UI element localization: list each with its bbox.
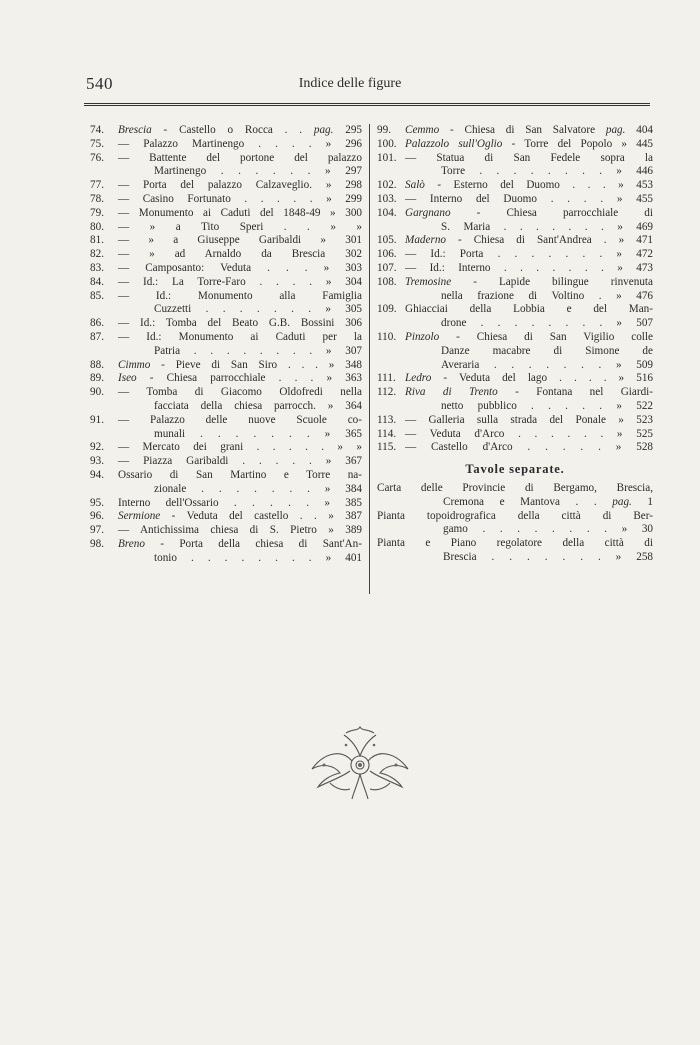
entry-number: 79. <box>90 206 104 219</box>
entry-line <box>405 221 653 235</box>
index-entry <box>377 207 653 235</box>
index-entry <box>90 497 362 511</box>
column-divider <box>369 124 370 594</box>
entry-text: tonio . . . . . . . . » <box>154 551 332 564</box>
entry-text: Cuzzetti . . . . . . . » <box>154 303 331 316</box>
entry-line <box>377 482 653 496</box>
entry-text: facciata della chiesa parrocch. » <box>154 399 334 412</box>
index-entry <box>90 207 362 221</box>
entry-text: — Porta del palazzo Calzaveglio. » <box>118 179 332 192</box>
entry-line <box>405 234 653 248</box>
entry-line <box>405 317 653 331</box>
entry-pag: pag. <box>313 124 334 136</box>
entry-text: — Palazzo Martinengo . . . . » <box>118 137 332 150</box>
entry-place: Iseo <box>118 372 137 385</box>
entry-line <box>405 207 653 221</box>
entry-line <box>118 124 362 138</box>
entry-text: S. Maria . . . . . . . » <box>441 220 623 233</box>
entry-text: — Id.: Monumento ai Caduti per la <box>118 330 362 343</box>
entry-number: 77. <box>90 179 104 192</box>
entry-text: — » a Giuseppe Garibaldi » <box>118 234 326 247</box>
entry-text: Pianta topoidrografica della città di Ber- <box>377 509 653 522</box>
index-entry <box>377 138 653 152</box>
entry-text: Ossario di San Martino e Torre na- <box>118 468 362 481</box>
entry-number: 110. <box>377 330 397 343</box>
entry-page: 471 <box>636 234 653 247</box>
entry-number: 91. <box>90 413 104 426</box>
entry-place: Palazzolo sull'Oglio <box>405 137 503 150</box>
entry-text: - Chiesa di San Salvatore <box>439 124 606 136</box>
entry-number: 92. <box>90 441 104 454</box>
index-entry <box>377 372 653 386</box>
entry-text: - Lapide bilingue rinvenuta <box>451 275 653 288</box>
entry-page: 258 <box>636 550 654 563</box>
index-entry <box>90 262 362 276</box>
entry-place: Sermione <box>118 510 161 523</box>
index-entry <box>90 455 362 469</box>
entry-page: 303 <box>345 261 363 274</box>
entry-text: Brescia . . . . . . . » <box>443 550 622 563</box>
entry-text: — Galleria sulla strada del Ponale » <box>405 413 624 426</box>
entry-text: Ghiacciai della Lobbia e del Man- <box>405 303 653 316</box>
entry-line <box>118 303 362 317</box>
entry-text: — Id.: Interno . . . . . . . » <box>405 261 623 274</box>
entry-number: 87. <box>90 330 104 343</box>
entry-text: Patria . . . . . . . . » <box>154 344 332 357</box>
entry-text: — Palazzo delle nuove Scuole co- <box>118 413 362 426</box>
entry-line <box>405 193 653 207</box>
page-title: Indice delle figure <box>298 76 402 91</box>
entry-text: — Id.: Monumento alla Famiglia <box>118 289 362 302</box>
index-entry <box>90 234 362 248</box>
index-entry <box>377 331 653 372</box>
index-entry <box>90 179 362 193</box>
entry-line <box>377 496 653 510</box>
entry-line <box>377 537 653 551</box>
entry-number: 108. <box>377 275 397 288</box>
entry-line <box>118 138 362 152</box>
entry-page: 525 <box>636 427 653 440</box>
entry-number: 78. <box>90 192 104 205</box>
entry-place: Tremosine <box>405 275 452 288</box>
entry-number: 81. <box>90 234 104 247</box>
entry-text: Martinengo . . . . . . » <box>154 165 331 178</box>
entry-page: 469 <box>636 220 654 233</box>
entry-page: 297 <box>345 165 363 178</box>
entry-number: 114. <box>377 427 397 440</box>
entry-page: 509 <box>636 358 653 371</box>
entry-page: 30 <box>641 523 654 536</box>
entry-line <box>405 138 653 152</box>
entry-line <box>118 400 362 414</box>
entry-number: 90. <box>90 386 104 399</box>
entry-place: Riva di Trento <box>405 386 498 399</box>
entry-line <box>405 359 653 373</box>
entry-page: 476 <box>636 289 653 302</box>
entry-page: » <box>356 220 362 233</box>
entry-page: 298 <box>345 179 362 192</box>
entry-line <box>118 179 362 193</box>
entry-page: 306 <box>345 317 363 330</box>
entry-page: 516 <box>636 372 653 385</box>
entry-text: Averaria . . . . . . . » <box>441 358 622 371</box>
index-entry <box>377 414 653 428</box>
entry-text: gamo . . . . . . . . » <box>443 523 628 536</box>
entry-line <box>118 359 362 373</box>
entry-text: — Mercato dei grani . . . . . » <box>118 441 344 454</box>
entry-number: 115. <box>377 441 397 454</box>
entry-text: Interno dell'Ossario . . . . . » <box>118 496 330 509</box>
entry-line <box>118 248 362 262</box>
page-number: 540 <box>86 74 113 93</box>
entry-page: 473 <box>636 261 654 274</box>
entry-text: - Chiesa parrocchiale . . . » <box>136 372 333 385</box>
entry-number: 89. <box>90 372 104 385</box>
entry-number: 103. <box>377 192 397 205</box>
entry-number: 84. <box>90 275 104 288</box>
entry-text: Torre . . . . . . . . » <box>441 165 622 178</box>
entry-number: 80. <box>90 220 104 233</box>
entry-page: 445 <box>636 137 653 150</box>
index-entry <box>90 538 362 566</box>
index-entry <box>90 221 362 235</box>
entry-page: 385 <box>345 496 362 509</box>
entry-number: 96. <box>90 510 104 523</box>
entry-page: 404 <box>636 124 654 136</box>
index-entry <box>90 524 362 538</box>
index-entry <box>377 386 653 414</box>
entry-line <box>118 345 362 359</box>
entry-number: 106. <box>377 248 397 261</box>
entry-page: 455 <box>636 192 653 205</box>
entry-page: 367 <box>345 455 362 468</box>
entry-line <box>118 331 362 345</box>
entry-number: 88. <box>90 358 104 371</box>
entry-number: 93. <box>90 455 104 468</box>
entry-text: — » ad Arnaldo da Brescia <box>118 248 326 261</box>
entry-text: — Id.: Tomba del Beato G.B. Bossini <box>118 317 335 330</box>
entry-line <box>405 276 653 290</box>
entry-line <box>405 124 653 138</box>
entry-text: drone . . . . . . . . » <box>441 317 623 330</box>
entry-page: 301 <box>345 234 363 247</box>
entry-page: 1 <box>647 495 654 508</box>
entry-place: Cimmo <box>118 358 151 371</box>
entry-number: 109. <box>377 303 397 316</box>
entry-number: 76. <box>90 151 104 164</box>
entry-text: — Tomba di Giacomo Oldofredi nella <box>118 386 362 399</box>
index-entry <box>377 193 653 207</box>
entry-text: - Chiesa di San Vigilio colle <box>439 330 653 343</box>
entry-page: 384 <box>345 482 362 495</box>
entry-page: 401 <box>345 551 363 564</box>
entry-line <box>118 372 362 386</box>
entry-page: 528 <box>636 441 654 454</box>
entry-page: 299 <box>345 192 362 205</box>
entry-line <box>405 179 653 193</box>
entry-text: Cremona e Mantova . . <box>443 495 613 508</box>
entry-line <box>118 524 362 538</box>
entry-text: — Id.: La Torre-Faro . . . . » <box>118 275 332 288</box>
entry-line <box>405 262 653 276</box>
entry-line <box>118 207 362 221</box>
entry-line <box>405 331 653 345</box>
index-entry <box>377 303 653 331</box>
entry-number: 107. <box>377 261 397 274</box>
index-entry <box>377 441 653 455</box>
entry-text: — Monumento ai Caduti del 1848-49 » <box>118 206 336 219</box>
plate-entry <box>377 537 653 565</box>
entry-page: 302 <box>345 248 362 261</box>
entry-number: 75. <box>90 137 104 150</box>
entry-line <box>405 386 653 400</box>
index-entry <box>90 152 362 180</box>
entry-number: 86. <box>90 317 104 330</box>
index-entry <box>377 276 653 304</box>
entry-place: Cemmo <box>405 124 440 136</box>
entry-line <box>118 538 362 552</box>
entry-number: 111. <box>377 372 396 385</box>
entry-line <box>118 290 362 304</box>
entry-page: 453 <box>636 179 653 192</box>
entry-line <box>118 193 362 207</box>
entry-line <box>118 469 362 483</box>
entry-number: 82. <box>90 248 104 261</box>
index-entry <box>90 510 362 524</box>
entry-number: 74. <box>90 124 104 136</box>
entry-text: — Castello d'Arco . . . . . » <box>405 441 622 454</box>
entry-page: 305 <box>345 303 363 316</box>
index-entry <box>90 372 362 386</box>
entry-text: Carta delle Provincie di Bergamo, Brescia, <box>377 481 653 494</box>
entry-place: Ledro <box>405 372 432 385</box>
index-entry <box>377 248 653 262</box>
entry-line <box>405 414 653 428</box>
entry-line <box>118 276 362 290</box>
entry-text: - Torre del Popolo » <box>502 137 627 150</box>
entry-text: — Interno del Duomo . . . . » <box>405 192 623 205</box>
entry-text: - Esterno del Duomo . . . » <box>424 179 624 192</box>
entry-text: — Piazza Garibaldi . . . . . » <box>118 455 332 468</box>
index-entry <box>90 276 362 290</box>
entry-line <box>377 510 653 524</box>
entry-place: Pinzolo <box>405 330 440 343</box>
entry-line <box>405 428 653 442</box>
entry-pag: pag. <box>605 124 626 136</box>
index-entry <box>90 124 362 138</box>
entry-number: 101. <box>377 151 397 164</box>
index-entry <box>90 359 362 373</box>
entry-text: — Battente del portone del palazzo <box>118 151 362 164</box>
entry-line <box>405 248 653 262</box>
entry-number: 95. <box>90 496 104 509</box>
entry-line <box>405 303 653 317</box>
entry-text: — Statua di San Fedele sopra la <box>405 151 653 164</box>
entry-line <box>118 483 362 497</box>
index-entry <box>377 152 653 180</box>
entry-line <box>405 400 653 414</box>
entry-place: Gargnano <box>405 206 451 219</box>
entry-page: 507 <box>636 317 653 330</box>
entry-text: — Id.: Porta . . . . . . . » <box>405 248 623 261</box>
entry-page: 387 <box>345 510 362 523</box>
entry-line <box>118 317 362 331</box>
entry-number: 112. <box>377 386 397 399</box>
index-entry <box>90 193 362 207</box>
entry-page: 522 <box>636 399 653 412</box>
entry-number: 94. <box>90 468 104 481</box>
header-rule <box>84 103 650 106</box>
entry-line <box>118 165 362 179</box>
entry-page: 365 <box>345 427 362 440</box>
entry-line <box>118 221 362 235</box>
entry-line <box>118 152 362 166</box>
entry-line <box>118 386 362 400</box>
entry-pag: pag. <box>612 495 632 508</box>
entry-page: 300 <box>345 206 362 219</box>
entry-page: 307 <box>345 344 362 357</box>
entry-text: - Chiesa parrocchiale di <box>450 206 653 219</box>
entry-number: 100. <box>377 137 397 150</box>
entry-text: - Castello o Rocca . . <box>151 124 314 136</box>
entry-line <box>118 262 362 276</box>
index-entry <box>377 262 653 276</box>
entry-place: Brescia <box>118 124 152 136</box>
entry-number: 83. <box>90 261 104 274</box>
index-entry <box>90 469 362 497</box>
entry-page: 523 <box>636 413 654 426</box>
entry-page: » <box>356 441 362 454</box>
index-entry <box>377 124 653 138</box>
entry-line <box>405 290 653 304</box>
entry-text: zionale . . . . . . . » <box>154 482 331 495</box>
entry-line <box>405 441 653 455</box>
entry-page: 389 <box>345 524 362 537</box>
index-entry <box>90 248 362 262</box>
entry-line <box>118 455 362 469</box>
entry-line <box>118 234 362 248</box>
index-entry <box>90 138 362 152</box>
entry-line <box>405 345 653 359</box>
entry-number: 105. <box>377 234 397 247</box>
index-entry <box>90 386 362 414</box>
entry-text: — » a Tito Speri . . » <box>118 220 336 233</box>
entry-line <box>405 372 653 386</box>
entry-page: 364 <box>345 399 363 412</box>
entry-page: 304 <box>345 275 362 288</box>
ornament-vignette <box>300 725 420 805</box>
plate-entry <box>377 482 653 510</box>
entry-page: 295 <box>345 124 363 136</box>
entry-line <box>118 414 362 428</box>
index-entry <box>377 179 653 193</box>
index-entry <box>90 331 362 359</box>
entry-text: — Veduta d'Arco . . . . . . » <box>405 427 623 440</box>
entry-line <box>118 552 362 566</box>
entry-text: Pianta e Piano regolatore della città di <box>377 537 653 550</box>
entry-line <box>118 441 362 455</box>
entry-page: 348 <box>345 358 363 371</box>
entry-number: 97. <box>90 524 104 537</box>
entry-page: 472 <box>636 248 653 261</box>
entry-text: - Fontana nel Giardi- <box>497 386 653 399</box>
index-entry <box>90 441 362 455</box>
entry-place: Salò <box>405 179 425 192</box>
entry-place: Breno <box>118 537 145 550</box>
entry-line <box>377 523 653 537</box>
entry-page: 446 <box>636 165 654 178</box>
entry-line <box>118 428 362 442</box>
plate-entry <box>377 510 653 538</box>
entry-text: Danze macabre di Simone de <box>441 344 653 357</box>
entry-number: 113. <box>377 413 397 426</box>
entry-line <box>405 165 653 179</box>
entry-number: 98. <box>90 537 104 550</box>
entry-text: nella frazione di Voltino . » <box>441 289 622 302</box>
entry-page: 363 <box>345 372 363 385</box>
entry-number: 85. <box>90 289 104 302</box>
entry-number: 102. <box>377 179 397 192</box>
entry-text: - Veduta del lago . . . . » <box>431 372 625 385</box>
entry-text: munali . . . . . . . » <box>154 427 331 440</box>
index-entry <box>377 234 653 248</box>
entry-place: Maderno <box>405 234 447 247</box>
entry-text: — Casino Fortunato . . . . . » <box>118 192 332 205</box>
entry-number: 104. <box>377 206 397 219</box>
index-entry <box>90 317 362 331</box>
entry-text: - Chiesa di Sant'Andrea . » <box>446 234 625 247</box>
index-right-column <box>377 124 653 565</box>
index-left-column <box>90 124 362 566</box>
entry-number: 99. <box>377 124 391 136</box>
entry-text: - Porta della chiesa di Sant'An- <box>144 537 362 550</box>
entry-text: — Camposanto: Veduta . . . » <box>118 261 330 274</box>
entry-line <box>118 497 362 511</box>
entry-page: 296 <box>345 137 363 150</box>
entry-text: — Antichissima chiesa di S. Pietro » <box>118 524 334 537</box>
entry-line <box>405 152 653 166</box>
index-entry <box>90 414 362 442</box>
index-entry <box>377 428 653 442</box>
entry-line <box>377 551 653 565</box>
entry-text: - Veduta del castello . . » <box>160 510 334 523</box>
section-title: Tavole separate. <box>465 462 565 477</box>
entry-line <box>118 510 362 524</box>
index-entry <box>90 290 362 318</box>
entry-text: netto pubblico . . . . . » <box>441 399 622 412</box>
entry-text: - Pieve di San Siro . . . » <box>150 358 335 371</box>
